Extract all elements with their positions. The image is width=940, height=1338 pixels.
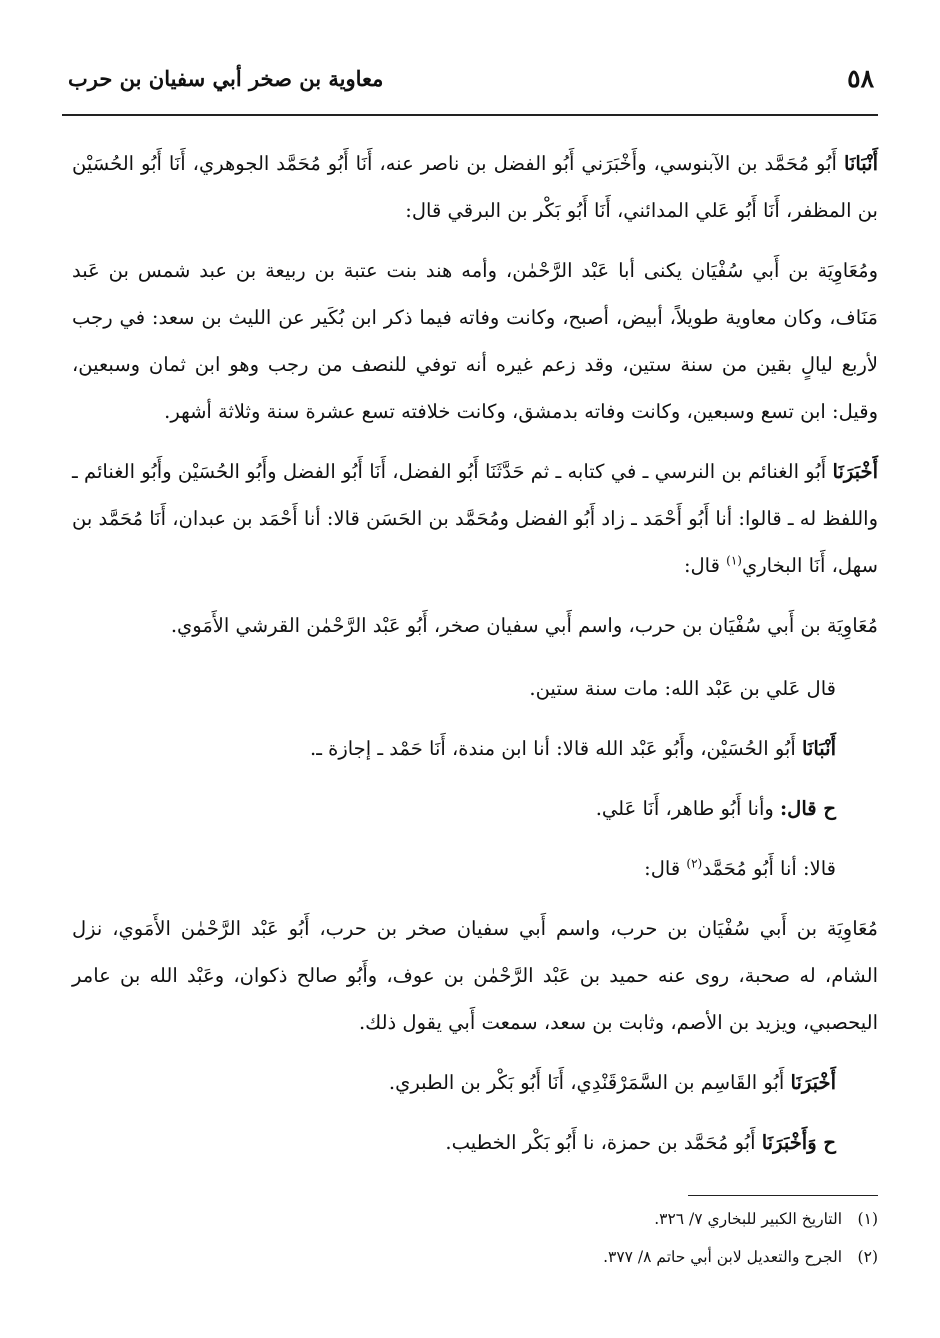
footnote-ref-2: (٢)	[686, 856, 703, 871]
paragraph-isnad-5	[72, 845, 878, 892]
paragraph-isnad-1	[72, 140, 878, 234]
footnote-number: (٢)	[857, 1248, 878, 1266]
paragraph-text: أَبُو مُحَمَّد بن حمزة، نا أَبُو بَكْر الخطيب.	[445, 1131, 762, 1154]
paragraph-text: ومُعَاوِيَة بن أَبي سُفْيَان يكنى أبا عَبْد الرَّحْمٰن، وأمه هند بنت عتبة بن ربيعة بن عبد شمس بن عَبد مَنَاف، وكان معاوية طويلاً، أبيض، أصبح، وكانت وفاته فيما ذكر ابن بُكَير عن الليث بن سعد: في رجب لأربع ليالٍ بقين من سنة ستين، وقد زعم غيره أنه توفي للنصف من رجب وهو ابن ثمان وسبعين، وقيل: ابن تسع وسبعين، وكانت وفاته بدمشق، وكانت خلافته تسع عشرة سنة وثلاثة أشهر.	[72, 259, 878, 423]
keyword: أَنْبَانَا	[801, 737, 836, 760]
paragraph-text: أَبُو الحُسَيْن، وأَبُو عَبْد الله قالا: أنا ابن مندة، أَنَا حَمْد ـ إجازة ـ.	[310, 737, 802, 760]
paragraph-text: أَبُو القَاسِم بن السَّمَرْقَنْدِي، أَنَا أَبُو بَكْر بن الطبري.	[388, 1071, 791, 1094]
paragraph-text: قال عَلي بن عَبْد الله: مات سنة ستين.	[529, 677, 836, 700]
paragraph-text: مُعَاوِيَة بن أَبي سُفْيَان بن حرب، واسم أَبي سفيان صخر، أَبُو عَبْد الرَّحْمٰن القرشي الأَمَوي.	[170, 614, 878, 637]
paragraph-biography	[72, 247, 878, 435]
paragraph-text: أَبُو الغنائم بن النرسي ـ في كتابه ـ ثم حَدَّثَنَا أَبُو الفضل، أَنَا أَبُو الفضل وأَبُو الحُسَيْن وأَبُو الغنائم ـ واللفظ له ـ قالوا: أنا أَبُو أَحْمَد ـ زاد أَبُو الفضل ومُحَمَّد بن الحَسَن قالا: أنا أَحْمَد بن عبدان، أَنَا مُحَمَّد بن سهل، أَنَا البخاري	[72, 460, 878, 577]
footnote-1	[62, 1200, 878, 1238]
footnote-text: التاريخ الكبير للبخاري ٧/ ٣٢٦.	[654, 1210, 842, 1228]
keyword: ح وَأَخْبَرَنَا	[761, 1131, 836, 1154]
paragraph-tail: قال:	[644, 857, 687, 880]
paragraph-text: أَبُو مُحَمَّد بن الآبنوسي، وأَخْبَرَني أَبُو الفضل بن ناصر عنه، أَنَا أَبُو مُحَمَّد الجوهري، أَنَا أَبُو الحُسَيْن بن المظفر، أَنَا أَبُو عَلي المدائني، أَنَا أَبُو بَكْر بن البرقي قال:	[72, 152, 878, 222]
paragraph-bukhari-quote	[72, 602, 878, 649]
paragraph-isnad-7	[72, 1119, 878, 1166]
keyword: ح قال:	[779, 797, 836, 820]
footnotes	[62, 1200, 878, 1276]
page-body	[72, 140, 878, 1179]
running-title: معاوية بن صخر أبي سفيان بن حرب	[68, 66, 384, 91]
footnote-divider	[688, 1195, 878, 1196]
paragraph-isnad-4	[72, 785, 878, 832]
paragraph-text: قالا: أنا أَبُو مُحَمَّد	[702, 857, 836, 880]
footnote-2	[62, 1238, 878, 1276]
footnote-ref-1: (١)	[726, 553, 742, 568]
page-number: ٥٨	[847, 64, 874, 93]
paragraph-text: مُعَاوِيَة بن أَبي سُفْيَان بن حرب، واسم أَبي سفيان صخر بن حرب، أَبُو عَبْد الرَّحْمٰن الأَمَوي، نزل الشام، له صحبة، روى عنه حميد بن عَبْد الرَّحْمٰن بن عوف، وأَبُو صالح ذكوان، وعَبْد الله بن عامر اليحصبي، ويزيد بن الأصم، وثابت بن سعد، سمعت أَبي يقول ذلك.	[72, 917, 878, 1034]
footnote-number: (١)	[857, 1210, 878, 1228]
paragraph-isnad-3	[72, 725, 878, 772]
paragraph-tail: قال:	[683, 554, 727, 577]
paragraph-isnad-6	[72, 1059, 878, 1106]
paragraph-isnad-2	[72, 448, 878, 589]
paragraph-ali-quote	[72, 665, 878, 712]
paragraph-abuhatim-quote	[72, 905, 878, 1046]
keyword: أَنْبَانَا	[843, 152, 878, 175]
keyword: أَخْبَرَنَا	[790, 1071, 836, 1094]
footnote-text: الجرح والتعديل لابن أبي حاتم ٨/ ٣٧٧.	[603, 1248, 842, 1266]
keyword: أَخْبَرَنَا	[832, 460, 878, 483]
paragraph-text: وأنا أَبُو طاهر، أَنَا عَلي.	[595, 797, 780, 820]
page-header	[62, 62, 878, 116]
